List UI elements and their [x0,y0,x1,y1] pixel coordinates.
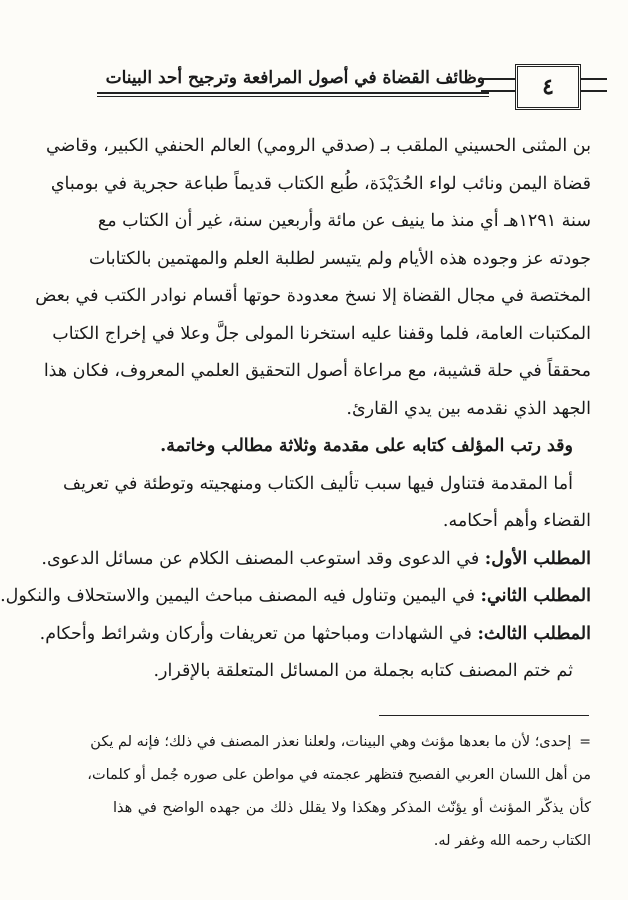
body-line: بن المثنى الحسيني الملقب بـ (صدقي الرومي) العالم الحنفي الكبير، وقاضي [45,136,591,156]
page-number: ٤ [515,64,581,110]
footnote-rule [379,715,589,716]
section-title: المطلب الثاني: [480,586,591,606]
body-line: سنة ١٢٩١هـ أي منذ ما ينيف عن مائة وأربعين سنة، غير أن الكتاب مع [97,211,591,231]
body-line: محققاً في حلة قشيبة، مع مراعاة أصول التحقيق العلمي المعروف، فكان هذا [43,361,591,381]
body-line: قضاة اليمن ونائب لواء الحُدَيْدَة، طُبع الكتاب قديماً طباعة حجرية في بومباي [50,173,591,194]
body-line: المختصة في مجال القضاة إلا نسخ معدودة حوتها أقسام نوادر الكتب في بعض [35,286,591,306]
header-ornament-left [481,78,515,92]
section-text: في اليمين وتناول فيه المصنف مباحث اليمين والاستحلاف والنكول. [0,586,481,606]
running-header [97,54,607,112]
structure-line: وقد رتب المؤلف كتابه على مقدمة وثلاثة مطالب وخاتمة. [160,436,573,456]
intro-line: أما المقدمة فتناول فيها سبب تأليف الكتاب ومنهجيته وتوطئة في تعريف [62,473,573,494]
body-line: المكتبات العامة، فلما وقفنا عليه استخرنا المولى جلَّ وعلا في إخراج الكتاب [52,323,591,344]
intro-line: القضاء وأهم أحكامه. [442,511,591,531]
body-line: الجهد الذي نقدمه بين يدي القارئ. [346,398,591,419]
section-line-1 [41,541,591,579]
footnote-continuation-marker: = [579,734,591,750]
section-line-3 [39,616,591,654]
footnote-line-2: من أهل اللسان العربي الفصيح فتظهر عجمته في مواطن على صوره جُمل أو كلمات، [87,767,591,783]
section-line-2 [0,578,591,616]
section-text: في الدعوى وقد استوعب المصنف الكلام عن مسائل الدعوى. [41,548,485,569]
footnote-line-3: كأن يذكّر المؤنث أو يؤنّث المذكر وهكذا ولا يقلل ذلك من جهده الواضح في هذا [113,800,591,816]
footnote-text: إحدى؛ لأن ما بعدها مؤنث وهي البينات، ولعلنا نعذر المصنف في ذلك؛ فإنه لم يكن [90,734,572,750]
header-title: وظائف القضاة في أصول المرافعة وترجيح أحد البينات [105,68,485,88]
body-line: جودته عز وجوده هذه الأيام ولم يتيسر لطلبة العلم والمهتمين بالكتابات [88,248,591,269]
footnote-line-4: الكتاب رحمه الله وغفر له. [433,833,591,849]
header-rule [97,92,489,97]
section-text: في الشهادات ومباحثها من تعريفات وأركان وشرائط وأحكام. [39,623,478,644]
closing-line: ثم ختم المصنف كتابه بجملة من المسائل المتعلقة بالإقرار. [153,661,573,681]
section-title: المطلب الأول: [484,548,591,569]
section-title: المطلب الثالث: [477,623,591,644]
footnote-line-1 [90,726,591,759]
footnotes [87,726,591,858]
main-text [0,128,591,691]
